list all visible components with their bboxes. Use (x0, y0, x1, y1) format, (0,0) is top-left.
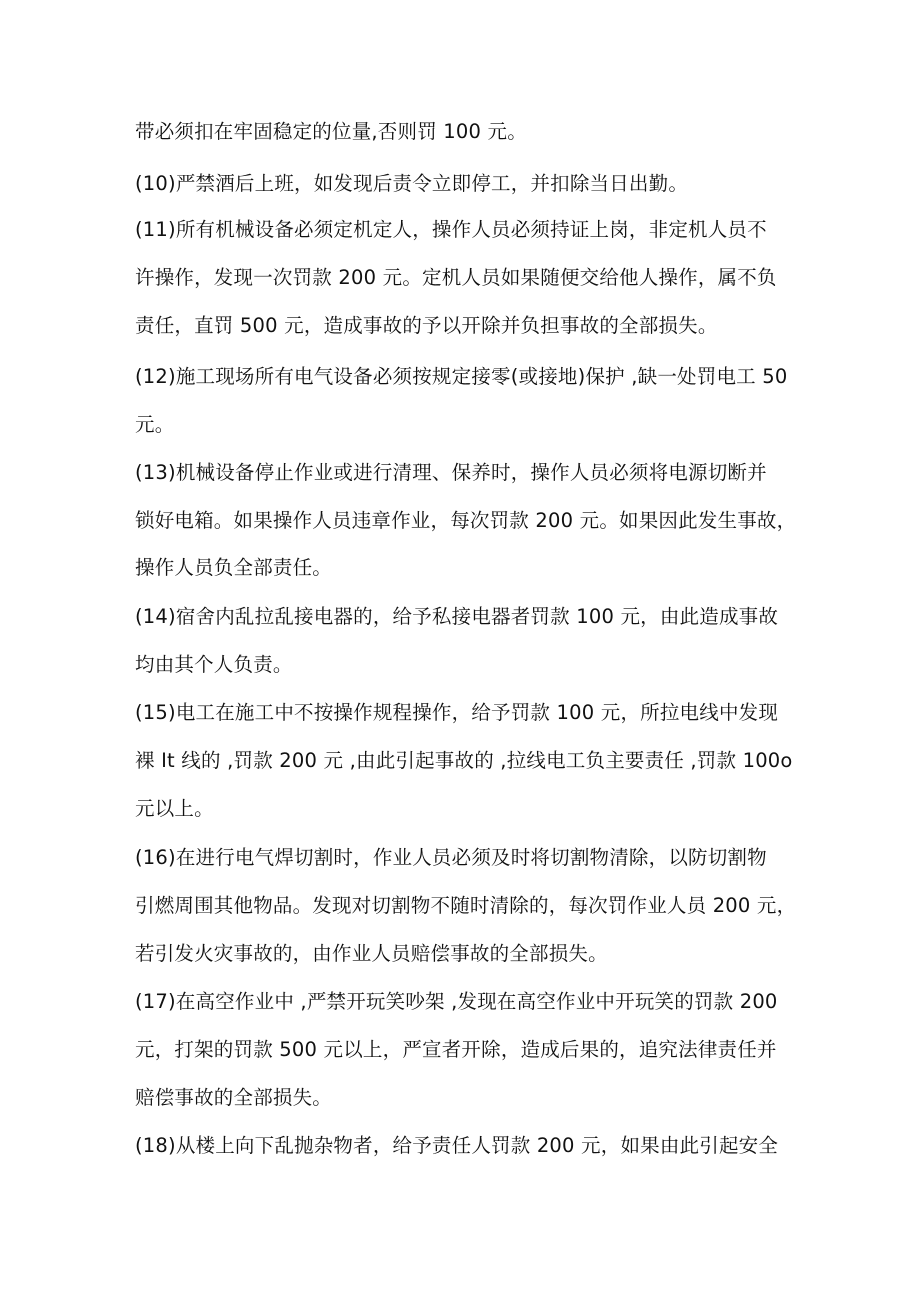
text-line: (10)严禁酒后上班，如发现后责令立即停工，并扣除当日出勤。 (135, 172, 689, 195)
text-line: (14)宿舍内乱拉乱接电器的，给予私接电器者罚款 100 元，由此造成事故 (135, 605, 779, 628)
text-line: 许操作，发现一次罚款 200 元。定机人员如果随便交给他人操作，属不负 (135, 266, 777, 289)
text-line: (16)在进行电气焊切割时，作业人员必须及时将切割物清除，以防切割物 (135, 846, 767, 869)
text-line: 均由其个人负责。 (135, 653, 293, 676)
text-line: 引燃周围其他物品。发现对切割物不随时清除的，每次罚作业人员 200 元， (135, 894, 797, 917)
text-line: (13)机械设备停止作业或进行清理、保养时，操作人员必须将电源切断并 (135, 461, 767, 484)
text-line: (12)施工现场所有电气设备必须按规定接零(或接地)保护 ,缺一处罚电工 50 (135, 365, 788, 388)
text-line: (17)在高空作业中 ,严禁开玩笑吵架 ,发现在高空作业中开玩笑的罚款 200 (135, 990, 778, 1013)
text-line: 赔偿事故的全部损失。 (135, 1086, 333, 1109)
text-line: 操作人员负全部责任。 (135, 556, 333, 579)
text-line: 裸 It 线的 ,罚款 200 元 ,由此引起事故的 ,拉线电工负主要责任 ,罚款 100o (135, 749, 793, 772)
text-line: 元。 (135, 413, 175, 436)
text-line: 元，打架的罚款 500 元以上，严宣者开除，造成后果的，追究法律责任并 (135, 1038, 777, 1061)
text-line: (15)电工在施工中不按操作规程操作，给予罚款 100 元，所拉电线中发现 (135, 701, 779, 724)
text-line: (11)所有机械设备必须定机定人，操作人员必须持证上岗，非定机人员不 (135, 218, 767, 241)
text-line: (18)从楼上向下乱抛杂物者，给予责任人罚款 200 元，如果由此引起安全 (135, 1134, 779, 1157)
text-line: 元以上。 (135, 797, 214, 820)
text-line: 责任，直罚 500 元，造成事故的予以开除并负担事故的全部损失。 (135, 314, 718, 337)
text-line: 带必须扣在牢固稳定的位量,否则罚 100 元。 (135, 120, 527, 143)
text-line: 锁好电箱。如果操作人员违章作业，每次罚款 200 元。如果因此发生事故， (135, 509, 797, 532)
text-line: 若引发火灾事故的，由作业人员赔偿事故的全部损失。 (135, 942, 608, 965)
